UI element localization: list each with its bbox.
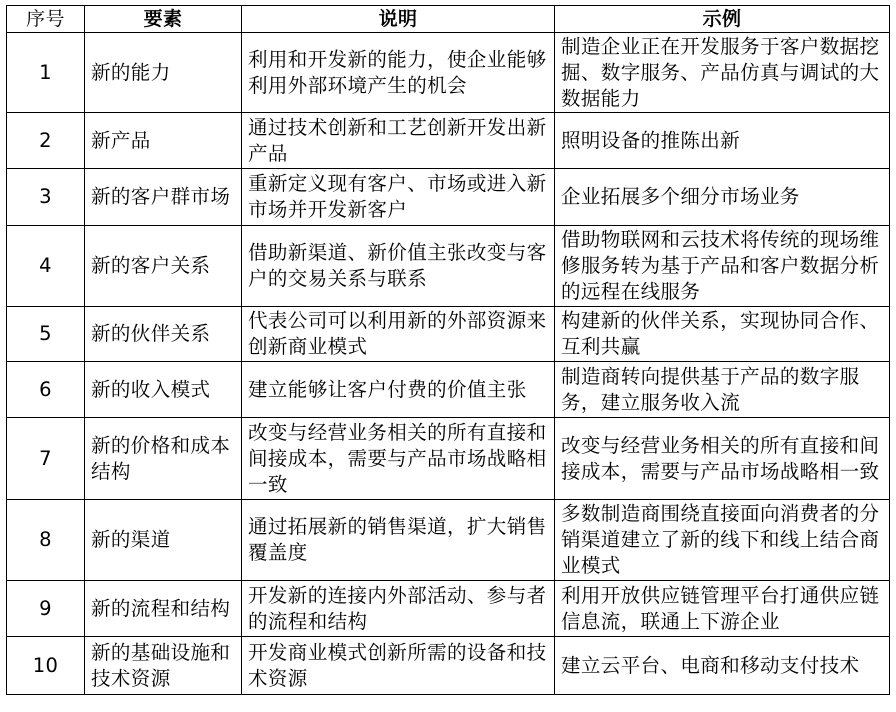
table-row: [7, 637, 890, 695]
row-element: 新的价格和成本结构: [85, 418, 242, 500]
header-description: 说明: [242, 6, 555, 33]
table-row: [7, 33, 890, 113]
table-row: [7, 581, 890, 637]
row-no: 3: [7, 169, 85, 226]
row-element: 新的伙伴关系: [85, 307, 242, 362]
row-example: 改变与经营业务相关的所有直接和间接成本，需要与产品市场战略相一致: [555, 418, 890, 500]
header-no: 序号: [7, 6, 85, 33]
row-example: 企业拓展多个细分市场业务: [555, 169, 890, 226]
table-row: [7, 226, 890, 307]
table-header-row: [7, 6, 890, 33]
table-row: [7, 307, 890, 362]
row-example: 构建新的伙伴关系，实现协同合作、互利共赢: [555, 307, 890, 362]
row-description: 改变与经营业务相关的所有直接和间接成本，需要与产品市场战略相一致: [242, 418, 555, 500]
table-row: [7, 500, 890, 581]
row-no: 6: [7, 362, 85, 418]
table-row: [7, 169, 890, 226]
row-element: 新的能力: [85, 33, 242, 113]
row-example: 制造企业正在开发服务于客户数据挖掘、数字服务、产品仿真与调试的大数据能力: [555, 33, 890, 113]
row-no: 5: [7, 307, 85, 362]
row-description: 代表公司可以利用新的外部资源来创新商业模式: [242, 307, 555, 362]
row-example: 照明设备的推陈出新: [555, 113, 890, 169]
row-example: 建立云平台、电商和移动支付技术: [555, 637, 890, 695]
row-no: 10: [7, 637, 85, 695]
row-description: 借助新渠道、新价值主张改变与客户的交易关系与联系: [242, 226, 555, 307]
row-no: 9: [7, 581, 85, 637]
row-example: 多数制造商围绕直接面向消费者的分销渠道建立了新的线下和线上结合商业模式: [555, 500, 890, 581]
row-element: 新的客户关系: [85, 226, 242, 307]
row-no: 4: [7, 226, 85, 307]
row-element: 新产品: [85, 113, 242, 169]
row-no: 1: [7, 33, 85, 113]
row-example: 借助物联网和云技术将传统的现场维修服务转为基于产品和客户数据分析的远程在线服务: [555, 226, 890, 307]
header-element: 要素: [85, 6, 242, 33]
row-example: 制造商转向提供基于产品的数字服务，建立服务收入流: [555, 362, 890, 418]
row-description: 通过拓展新的销售渠道，扩大销售覆盖度: [242, 500, 555, 581]
row-element: 新的收入模式: [85, 362, 242, 418]
table-row: [7, 418, 890, 500]
table-row: [7, 362, 890, 418]
row-description: 建立能够让客户付费的价值主张: [242, 362, 555, 418]
row-element: 新的客户群市场: [85, 169, 242, 226]
row-no: 7: [7, 418, 85, 500]
table-row: [7, 113, 890, 169]
row-no: 8: [7, 500, 85, 581]
business-model-elements-table: [6, 5, 890, 695]
row-element: 新的基础设施和技术资源: [85, 637, 242, 695]
row-description: 重新定义现有客户、市场或进入新市场并开发新客户: [242, 169, 555, 226]
row-description: 开发新的连接内外部活动、参与者的流程和结构: [242, 581, 555, 637]
row-description: 开发商业模式创新所需的设备和技术资源: [242, 637, 555, 695]
row-description: 利用和开发新的能力，使企业能够利用外部环境产生的机会: [242, 33, 555, 113]
row-example: 利用开放供应链管理平台打通供应链信息流，联通上下游企业: [555, 581, 890, 637]
row-description: 通过技术创新和工艺创新开发出新产品: [242, 113, 555, 169]
row-element: 新的渠道: [85, 500, 242, 581]
row-element: 新的流程和结构: [85, 581, 242, 637]
header-example: 示例: [555, 6, 890, 33]
row-no: 2: [7, 113, 85, 169]
